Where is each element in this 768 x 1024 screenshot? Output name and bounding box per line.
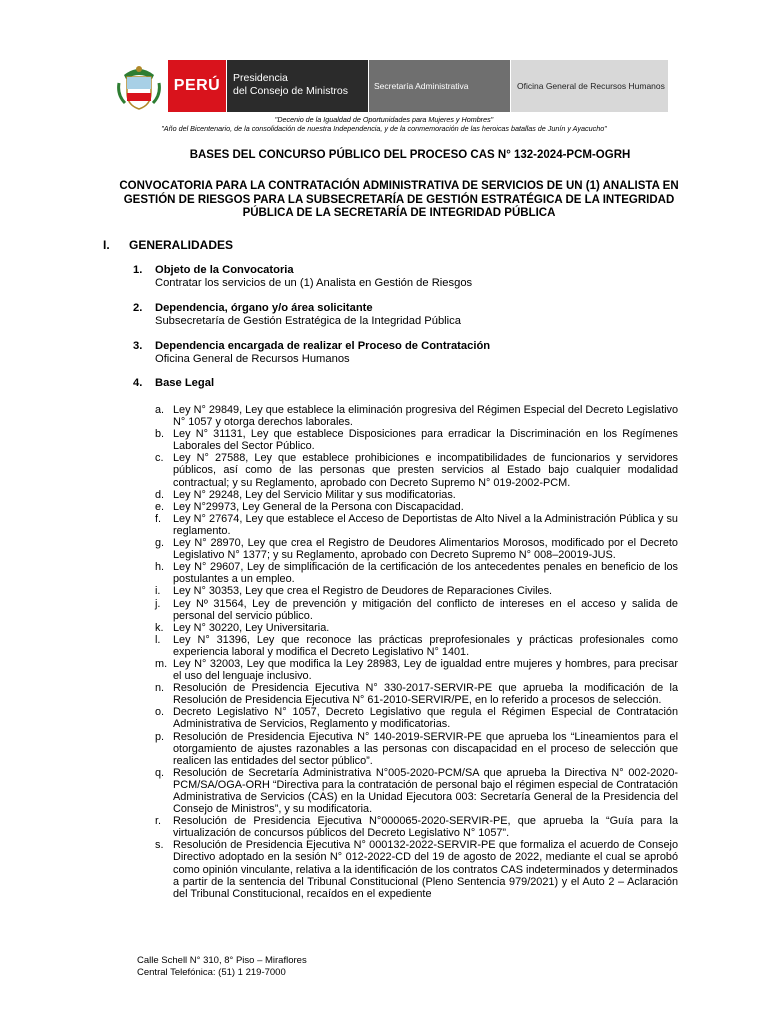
coat-of-arms-icon	[110, 60, 168, 112]
footer-address: Calle Schell N° 310, 8° Piso – Miraflores Central Telefónica: (51) 1 219-7000	[137, 955, 307, 978]
secretaria-label: Secretaría Administrativa	[368, 60, 510, 112]
list-item: f. Ley N° 27674, Ley que establece el Acceso de Deportistas de Alto Nivel a la Administración Pública y su reglamento.	[155, 512, 678, 537]
oficina-label: Oficina General de Recursos Humanos	[510, 60, 668, 112]
item-objeto: 1. Objeto de la Convocatoria Contratar los servicios de un (1) Analista en Gestión de Riesgos	[133, 264, 473, 289]
header-banner	[110, 60, 668, 112]
legal-list	[155, 404, 678, 900]
list-item: i. Ley N° 30353, Ley que crea el Registro de Deudores de Reparaciones Civiles.	[155, 585, 553, 598]
item-base-legal: 4. Base Legal	[133, 377, 215, 389]
section-heading: I. GENERALIDADES	[103, 238, 234, 252]
peru-logo: PERÚ	[168, 60, 226, 112]
document-title: BASES DEL CONCURSO PÚBLICO DEL PROCESO CAS N° 132-2024-PCM-OGRH	[189, 149, 631, 161]
list-item: e. Ley N°29973, Ley General de la Persona con Discapacidad.	[155, 500, 464, 513]
list-item: m. Ley N° 32003, Ley que modifica la Ley 28983, Ley de igualdad entre mujeres y hombres, para precisar el uso del lenguaje inclusivo.	[155, 657, 678, 683]
document-subtitle: CONVOCATORIA PARA LA CONTRATACIÓN ADMINISTRATIVA DE SERVICIOS DE UN (1) ANALISTA EN GESTIÓN DE RIESGOS PARA LA SUBSECRETARÍA DE GESTIÓN ESTRATÉGICA DE LA INTEGRIDAD PÚBLICA DE LA SECRETARÍA DE INTEGRIDAD PÚBLICA	[119, 180, 679, 219]
list-item: o. Decreto Legislativo N° 1057, Decreto Legislativo que regula el Régimen Especial de Contratación Administrativa de Servicios, Reglamento y modificatorias.	[155, 706, 678, 731]
list-item: c. Ley N° 27588, Ley que establece prohibiciones e incompatibilidades de funcionarios y servidores públicos, así como de las personas que presten servicios al Estado bajo cualquier modalidad contractual; y su Reglamento, aprobado con Decreto Supremo N° 019-2002-PCM.	[155, 452, 678, 489]
list-item: d. Ley N° 29248, Ley del Servicio Militar y sus modificatorias.	[155, 488, 456, 501]
motto-anio: "Año del Bicentenario, de la consolidación de nuestra Independencia, y de la conmemoración de las heroicas batallas de Junín y Ayacucho"	[161, 124, 607, 133]
item-dependencia: 2. Dependencia, órgano y/o área solicitante Subsecretaría de Gestión Estratégica de la Integridad Pública	[133, 302, 461, 327]
list-item: l. Ley N° 31396, Ley que reconoce las prácticas preprofesionales y prácticas profesionales como experiencia laboral y modifica el Decreto Legislativo N° 1401.	[155, 633, 678, 658]
list-item: j. Ley Nº 31564, Ley de prevención y mitigación del conflicto de intereses en el acceso y salida de personal del servicio público.	[155, 597, 678, 622]
list-item: g. Ley N° 28970, Ley que crea el Registro de Deudores Alimentarios Morosos, modificado por el Decreto Legislativo N° 1377; y su Reglamento, aprobado con Decreto Supremo N° 008–20019-JUS.	[155, 537, 678, 562]
list-item: h. Ley N° 29607, Ley de simplificación de la certificación de los antecedentes penales en beneficio de los postulantes a un empleo.	[155, 561, 678, 586]
list-item: a. Ley N° 29849, Ley que establece la eliminación progresiva del Régimen Especial del Decreto Legislativo N° 1057 y otorga derechos laborales.	[155, 404, 679, 429]
list-item: k. Ley N° 30220, Ley Universitaria.	[155, 621, 330, 634]
list-item: p. Resolución de Presidencia Ejecutiva N° 140-2019-SERVIR-PE que aprueba los “Lineamientos para el otorgamiento de ajustes razonables a las personas con discapacidad en el proceso de selección que realicen las entidades del sector público”.	[155, 730, 678, 767]
list-item: n. Resolución de Presidencia Ejecutiva N° 330-2017-SERVIR-PE que aprueba la modificación de la Resolución de Presidencia Ejecutiva N° 61-2010-SERVIR/PE, en lo referido a procesos de selección.	[155, 682, 678, 707]
list-item: s. Resolución de Presidencia Ejecutiva N° 000132-2022-SERVIR-PE que formaliza el acuerdo de Consejo Directivo adoptado en la sesión N° 012-2022-CD del 19 de agosto de 2022, mediante el cual se aprobó como opinión vinculante, relativa a la identificación de los contratos CAS indeterminados y determinados a partir de la sentencia del Tribunal Constitucional (Pleno Sentencia 979/2021) y el Auto 2 – Aclaración del Tribunal Constitucional, recaídos en el expediente	[155, 839, 678, 900]
motto-decenio: "Decenio de la Igualdad de Oportunidades para Mujeres y Hombres"	[274, 115, 494, 124]
item-encargada: 3. Dependencia encargada de realizar el Proceso de Contratación Oficina General de Recursos Humanos	[133, 340, 491, 365]
pcm-label: Presidencia del Consejo de Ministros	[226, 60, 368, 112]
list-item: q. Resolución de Secretaría Administrativa N°005-2020-PCM/SA que aprueba la Directiva N° 002-2020-PCM/SA/OGA-ORH “Directiva para la contratación de personal bajo el régimen especial de Contratación Administrativa de Servicios (CAS) en la Unidad Ejecutora 003: Secretaría General de la Presidencia del Consejo de Ministros”, y su modificatoria.	[155, 766, 678, 816]
list-item: b. Ley N° 31131, Ley que establece Disposiciones para erradicar la Discriminación en los Regímenes Laborales del Sector Público.	[155, 428, 678, 453]
list-item: r. Resolución de Presidencia Ejecutiva N°000065-2020-SERVIR-PE, que aprueba la “Guía para la virtualización de concursos públicos del Decreto Legislativo N° 1057”.	[155, 815, 678, 840]
